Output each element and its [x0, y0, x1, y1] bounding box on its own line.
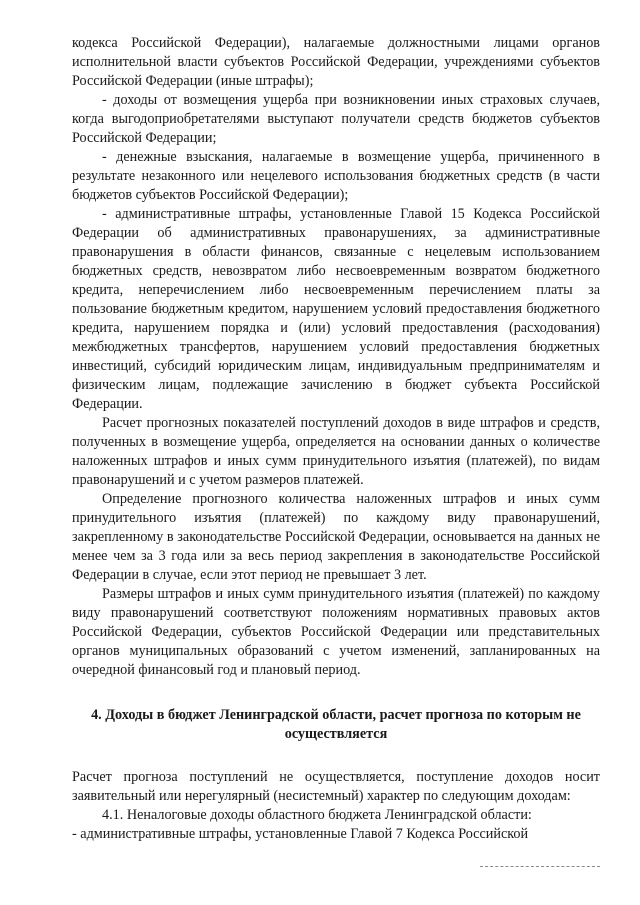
paragraph-fine-sizes: Размеры штрафов и иных сумм принудительного изъятия (платежей) по каждому виду правонарушений соответствуют положениям нормативных правовых актов Российской Федерации, субъектов Российской Федерации или представительных органов муниципальных образований с учетом изменений, запланированных на очередной финансовый год и плановый период. — [72, 586, 600, 678]
section-4-heading: 4. Доходы в бюджет Ленинградской области, расчет прогноза по которым не осуществляется — [91, 707, 581, 742]
section-4-intro: Расчет прогноза поступлений не осуществляется, поступление доходов носит заявительный или нерегулярный (несистемный) характер по следующим доходам: — [72, 769, 600, 804]
paragraph-damages: - денежные взыскания, налагаемые в возмещение ущерба, причиненного в результате незаконного или нецелевого использования бюджетных средств (в части бюджетов субъектов Российской Федерации); — [72, 149, 600, 203]
paragraph-insurance: - доходы от возмещения ущерба при возникновении иных страховых случаев, когда выгодоприобретателями выступают получатели средств бюджетов субъектов Российской Федерации; — [72, 92, 600, 146]
paragraph-forecast-calculation: Расчет прогнозных показателей поступлений доходов в виде штрафов и средств, полученных в возмещение ущерба, определяется на основании данных о количестве наложенных штрафов и иных сумм принудительного изъятия (платежей), по видам правонарушений и с учетом размеров платежей. — [72, 415, 600, 488]
paragraph-forecast-quantity: Определение прогнозного количества наложенных штрафов и иных сумм принудительного изъятия (платежей) по каждому виду правонарушений, закрепленному в законодательстве Российской Федерации, основывается на данных не менее чем за 3 года или за весь период закрепления в законодательстве Российской Федерации в случае, если этот период не превышает 3 лет. — [72, 491, 600, 583]
document-page — [72, 34, 600, 844]
section-4-1-item: 4.1. Неналоговые доходы областного бюджета Ленинградской области: — [102, 807, 532, 823]
paragraph-continuation: кодекса Российской Федерации), налагаемые должностными лицами органов исполнительной власти субъектов Российской Федерации, учреждениями субъектов Российской Федерации (иные штрафы); — [72, 35, 600, 89]
footer-divider — [480, 866, 600, 868]
paragraph-admin-fines-ch15: - административные штрафы, установленные Главой 15 Кодекса Российской Федерации об административных правонарушениях, за административные правонарушения в области финансов, связанные с нецелевым использованием бюджетных средств, невозвратом либо несвоевременным возвратом бюджетного кредита, неперечислением либо несвоевременным перечислением платы за пользование бюджетным кредитом, нарушением условий предоставления бюджетного кредита, нарушением порядка и (или) условий предоставления (расходования) межбюджетных трансфертов, нарушением условий предоставления бюджетных инвестиций, субсидий юридическим лицам, индивидуальным предпринимателям и физическим лицам, подлежащие зачислению в бюджет субъекта Российской Федерации. — [72, 206, 600, 412]
section-4-bullet: - административные штрафы, установленные Главой 7 Кодекса Российской — [72, 826, 529, 842]
